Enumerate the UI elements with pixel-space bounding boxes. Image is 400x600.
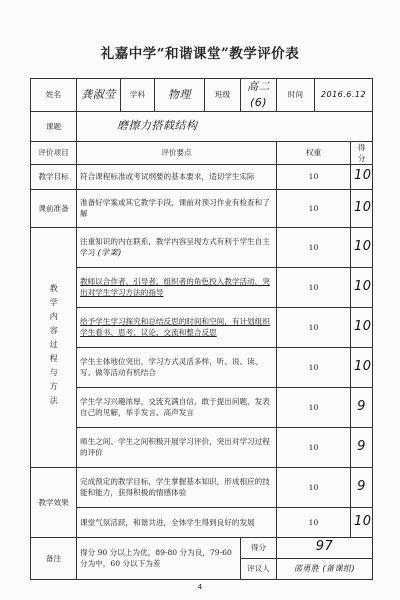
score-value: 10 bbox=[351, 164, 373, 189]
weight-value: 10 bbox=[277, 227, 351, 267]
form-title: 礼嘉中学“和谐课堂”教学评价表 bbox=[100, 46, 300, 62]
score-value: 10 bbox=[351, 347, 373, 387]
criterion-row bbox=[31, 267, 373, 307]
criterion-row bbox=[31, 307, 373, 347]
section-prep: 课前准备 bbox=[31, 189, 77, 227]
weight-value: 10 bbox=[277, 189, 351, 227]
note-text: 得分 90 分以上为优，89-80 分为良，79-60 分为中，60 分以下为差 bbox=[77, 537, 241, 579]
criterion-row bbox=[31, 507, 373, 537]
evaluation-table bbox=[30, 78, 373, 580]
score-value: 10 bbox=[351, 267, 373, 307]
class-value: 高二(6) bbox=[241, 79, 277, 112]
header-score: 得分 bbox=[351, 141, 373, 164]
header-weight: 权重 bbox=[277, 141, 351, 164]
weight-value: 10 bbox=[277, 427, 351, 467]
footer-row-total bbox=[31, 537, 373, 558]
score-value: 10 bbox=[351, 189, 373, 227]
criterion-text: 注重知识的内在联系，教学内容呈现方式有利于学生自主学习 bbox=[80, 237, 270, 258]
score-value: 10 bbox=[351, 307, 373, 347]
score-value: 9 bbox=[351, 427, 373, 467]
header-item: 评价项目 bbox=[31, 141, 77, 164]
score-value: 10 bbox=[351, 507, 373, 537]
name-label: 姓名 bbox=[31, 79, 77, 112]
criterion-text: 学生学习兴趣浓厚，交流充满自信，敢于提出问题，发表自己的见解，举手发言、高声发言 bbox=[77, 387, 277, 427]
evaluator-value: 邵勇胜 (备课组) bbox=[277, 558, 373, 579]
total-label: 得分 bbox=[241, 537, 277, 558]
criterion-text: 给予学生学习探究和总结反思的时间和空间，有计划组织学生看书、思考、议论、交流和整合反思 bbox=[77, 307, 277, 347]
subject-label: 学科 bbox=[121, 79, 155, 112]
section-process bbox=[31, 227, 77, 467]
criterion-text: 准备好学案或其它教学手段，课前对预习作业有检查和了解 bbox=[77, 189, 277, 227]
criterion-row bbox=[31, 387, 373, 427]
note-label: 备注 bbox=[31, 537, 77, 579]
section-effect: 教学效果 bbox=[31, 467, 77, 537]
criterion-text: 完成预定的教学目标，学生掌握基本知识，形成相应的技能和能力，获得积极的情感体验 bbox=[77, 467, 277, 507]
criterion-row bbox=[31, 164, 373, 189]
handwritten-note: (学案) bbox=[97, 248, 122, 258]
weight-value: 10 bbox=[277, 307, 351, 347]
weight-value: 10 bbox=[277, 267, 351, 307]
score-value: 10 bbox=[351, 227, 373, 267]
class-label: 班级 bbox=[205, 79, 241, 112]
criterion-row bbox=[31, 227, 373, 267]
topic-label: 课题 bbox=[31, 111, 77, 141]
info-row bbox=[31, 79, 373, 112]
score-value: 9 bbox=[351, 387, 373, 427]
criterion-text: 教师以合作者、引导者、组织者的角色投入教学活动，突出对学生学习方法的指导 bbox=[77, 267, 277, 307]
score-value: 9 bbox=[351, 467, 373, 507]
weight-value: 10 bbox=[277, 507, 351, 537]
criterion-row bbox=[31, 189, 373, 227]
weight-value: 10 bbox=[277, 347, 351, 387]
section-process-label: 教学内容过程与方法 bbox=[49, 284, 59, 411]
topic-row bbox=[31, 111, 373, 141]
total-value: 97 bbox=[277, 537, 373, 558]
weight-value: 10 bbox=[277, 387, 351, 427]
criterion-text: 师生之间、学生之间积极开展学习评价，突出对学习过程的评价 bbox=[77, 427, 277, 467]
name-value: 龚淑莹 bbox=[77, 79, 121, 112]
evaluator-label: 评议人 bbox=[241, 558, 277, 579]
criterion-text: 课堂气氛活跃，和谐共进，全体学生得到良好的发展 bbox=[77, 507, 277, 537]
topic-value: 磨擦力搭载结构 bbox=[77, 111, 373, 141]
time-value: 2016.6.12 bbox=[315, 79, 373, 112]
criterion-row bbox=[31, 347, 373, 387]
header-row bbox=[31, 141, 373, 164]
page-number: 4 bbox=[197, 583, 203, 591]
section-goal: 教学目标 bbox=[31, 164, 77, 189]
criterion-cell bbox=[77, 227, 277, 267]
subject-value: 物理 bbox=[155, 79, 205, 112]
criterion-row bbox=[31, 467, 373, 507]
weight-value: 10 bbox=[277, 164, 351, 189]
header-points: 评价要点 bbox=[77, 141, 277, 164]
weight-value: 10 bbox=[277, 467, 351, 507]
time-label: 时间 bbox=[277, 79, 315, 112]
criterion-text: 符合课程标准或考试纲要的基本要求，适切学生实际 bbox=[77, 164, 277, 189]
criterion-row bbox=[31, 427, 373, 467]
criterion-text: 学生主体地位突出，学习方式灵活多样，听、说、读、写、做等活动有机结合 bbox=[77, 347, 277, 387]
